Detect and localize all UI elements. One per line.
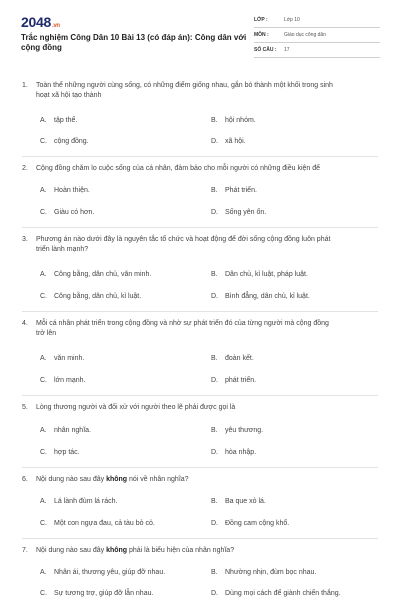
option-letter: A. bbox=[40, 569, 47, 576]
option-letter: A. bbox=[40, 271, 47, 278]
question-body: Mỗi cá nhân phát triển trong cộng đồng và nhờ sự phát triển đó của từng người mà cộng đồng bbox=[36, 320, 329, 327]
question-text bbox=[22, 319, 377, 339]
question-body-line2: hoạt xã hội tạo thành bbox=[36, 92, 102, 99]
option-text: Hoàn thiện. bbox=[54, 187, 90, 194]
option-letter: A. bbox=[40, 498, 47, 505]
meta-value: Lớp 10 bbox=[284, 17, 300, 23]
option-2c[interactable] bbox=[40, 208, 94, 218]
option-letter: D. bbox=[211, 449, 218, 456]
page-header bbox=[0, 0, 400, 72]
meta-row-subject bbox=[254, 28, 380, 43]
option-text: Ba que xỏ lá. bbox=[225, 498, 266, 505]
question-divider bbox=[22, 395, 378, 396]
site-logo[interactable] bbox=[21, 14, 60, 30]
option-text: lớn mạnh. bbox=[54, 377, 86, 384]
meta-value: 17 bbox=[284, 47, 290, 53]
option-letter: C. bbox=[40, 293, 47, 300]
question-divider bbox=[22, 227, 378, 228]
question-text bbox=[22, 475, 377, 485]
option-letter: C. bbox=[40, 520, 47, 527]
logo-suffix: .vn bbox=[51, 23, 60, 29]
option-4c[interactable] bbox=[40, 376, 85, 386]
option-6a[interactable] bbox=[40, 497, 117, 507]
option-letter: B. bbox=[211, 569, 218, 576]
option-letter: B. bbox=[211, 117, 218, 124]
meta-row-count bbox=[254, 43, 380, 58]
option-2a[interactable] bbox=[40, 186, 90, 196]
option-5c[interactable] bbox=[40, 448, 80, 458]
option-7a[interactable] bbox=[40, 568, 165, 578]
question-body: Lòng thương người và đối xử với người theo lẽ phải được gọi là bbox=[36, 404, 236, 411]
question-text bbox=[22, 403, 377, 413]
option-letter: D. bbox=[211, 377, 218, 384]
option-letter: C. bbox=[40, 138, 47, 145]
option-5d[interactable] bbox=[211, 448, 256, 458]
option-text: Một con ngựa đau, cả tàu bỏ cỏ. bbox=[54, 520, 155, 527]
option-3d[interactable] bbox=[211, 292, 310, 302]
option-text: phát triển. bbox=[225, 377, 257, 384]
option-letter: D. bbox=[211, 590, 218, 597]
option-text: nhân nghĩa. bbox=[54, 427, 91, 434]
emphasis-word: không bbox=[106, 547, 128, 554]
option-1a[interactable] bbox=[40, 116, 77, 126]
question-body: Toàn thể những người cùng sống, có những điểm giống nhau, gắn bó thành một khối trong sinh bbox=[36, 82, 333, 89]
option-text: Đồng cam cộng khổ. bbox=[225, 520, 290, 527]
option-text: Nhân ái, thương yêu, giúp đỡ nhau. bbox=[54, 569, 166, 576]
option-text: Phát triển. bbox=[225, 187, 257, 194]
option-7d[interactable] bbox=[211, 589, 341, 599]
option-4a[interactable] bbox=[40, 354, 84, 364]
question-body-line2: triển lành mạnh? bbox=[36, 246, 89, 253]
option-1b[interactable] bbox=[211, 116, 256, 126]
option-2d[interactable] bbox=[211, 208, 266, 218]
option-text: văn minh. bbox=[54, 355, 85, 362]
option-letter: C. bbox=[40, 590, 47, 597]
option-text: Giàu có hơn. bbox=[54, 209, 95, 216]
option-3a[interactable] bbox=[40, 270, 151, 280]
meta-value: Giáo dục công dân bbox=[284, 32, 326, 38]
option-text: Nhường nhịn, đùm bọc nhau. bbox=[225, 569, 317, 576]
question-body: Nội dung nào sau đây không phải là biểu hiện của nhân nghĩa? bbox=[36, 547, 235, 554]
option-letter: B. bbox=[211, 498, 218, 505]
option-7c[interactable] bbox=[40, 589, 153, 599]
exam-meta bbox=[254, 13, 380, 58]
question-body: Cộng đồng chăm lo cuộc sống của cá nhân, đảm bảo cho mỗi người có những điều kiện để bbox=[36, 165, 321, 172]
option-7b[interactable] bbox=[211, 568, 316, 578]
meta-key: MÔN : bbox=[254, 32, 269, 38]
option-letter: C. bbox=[40, 377, 47, 384]
option-text: Sự tương trợ, giúp đỡ lẫn nhau. bbox=[54, 590, 154, 597]
question-body: Nội dung nào sau đây không nói về nhân nghĩa? bbox=[36, 476, 189, 483]
option-text: cộng đồng. bbox=[54, 138, 89, 145]
option-1c[interactable] bbox=[40, 137, 89, 147]
option-text: hội nhóm. bbox=[225, 117, 256, 124]
emphasis-word: không bbox=[106, 476, 128, 483]
question-text bbox=[22, 235, 377, 255]
option-text: hòa nhập. bbox=[225, 449, 257, 456]
meta-key: SỐ CÂU : bbox=[254, 47, 277, 53]
option-2b[interactable] bbox=[211, 186, 257, 196]
option-letter: B. bbox=[211, 271, 218, 278]
option-letter: C. bbox=[40, 209, 47, 216]
option-5a[interactable] bbox=[40, 426, 91, 436]
meta-key: LỚP : bbox=[254, 17, 268, 23]
question-divider bbox=[22, 538, 378, 539]
option-letter: A. bbox=[40, 427, 47, 434]
option-text: tập thể. bbox=[54, 117, 78, 124]
page-title: Trắc nghiệm Công Dân 10 Bài 13 (có đáp án): Công dân với cộng đồng bbox=[21, 33, 247, 52]
question-text bbox=[22, 81, 377, 101]
option-letter: B. bbox=[211, 187, 218, 194]
option-text: Dùng mọi cách để giành chiến thắng. bbox=[225, 590, 341, 597]
question-number: 4. bbox=[22, 320, 28, 327]
question-body: Phương án nào dưới đây là nguyên tắc tổ chức và hoạt động để đời sống cộng đồng luôn phát bbox=[36, 236, 331, 243]
option-3b[interactable] bbox=[211, 270, 308, 280]
option-letter: D. bbox=[211, 293, 218, 300]
option-letter: D. bbox=[211, 209, 218, 216]
option-letter: A. bbox=[40, 187, 47, 194]
option-1d[interactable] bbox=[211, 137, 246, 147]
option-4d[interactable] bbox=[211, 376, 256, 386]
option-6c[interactable] bbox=[40, 519, 155, 529]
question-text bbox=[22, 546, 377, 556]
option-5b[interactable] bbox=[211, 426, 263, 436]
question-number: 3. bbox=[22, 236, 28, 243]
question-divider bbox=[22, 467, 378, 468]
option-text: Sống yên ổn. bbox=[225, 209, 267, 216]
question-number: 2. bbox=[22, 165, 28, 172]
question-number: 6. bbox=[22, 476, 28, 483]
option-text: Công bằng, dân chủ, văn minh. bbox=[54, 271, 152, 278]
option-text: xã hội. bbox=[225, 138, 246, 145]
question-number: 5. bbox=[22, 404, 28, 411]
option-3c[interactable] bbox=[40, 292, 141, 302]
option-letter: C. bbox=[40, 449, 47, 456]
question-number: 7. bbox=[22, 547, 28, 554]
question-divider bbox=[22, 311, 378, 312]
question-divider bbox=[22, 156, 378, 157]
option-letter: D. bbox=[211, 138, 218, 145]
option-4b[interactable] bbox=[211, 354, 254, 364]
question-text bbox=[22, 164, 377, 174]
option-letter: D. bbox=[211, 520, 218, 527]
option-letter: B. bbox=[211, 355, 218, 362]
option-text: Bình đẳng, dân chủ, kỉ luật. bbox=[225, 293, 310, 300]
option-letter: B. bbox=[211, 427, 218, 434]
question-number: 1. bbox=[22, 82, 28, 89]
logo-text: 2048 bbox=[21, 14, 51, 30]
meta-row-class bbox=[254, 13, 380, 28]
option-text: Dân chủ, kỉ luật, pháp luật. bbox=[225, 271, 308, 278]
option-letter: A. bbox=[40, 355, 47, 362]
option-letter: A. bbox=[40, 117, 47, 124]
option-text: yêu thương. bbox=[225, 427, 264, 434]
option-text: hợp tác. bbox=[54, 449, 80, 456]
option-6b[interactable] bbox=[211, 497, 266, 507]
option-text: Lá lành đùm lá rách. bbox=[54, 498, 118, 505]
option-6d[interactable] bbox=[211, 519, 289, 529]
option-text: Công bằng, dân chủ, kỉ luật. bbox=[54, 293, 142, 300]
question-body-line2: trở lên bbox=[36, 330, 57, 337]
option-text: đoàn kết. bbox=[225, 355, 254, 362]
